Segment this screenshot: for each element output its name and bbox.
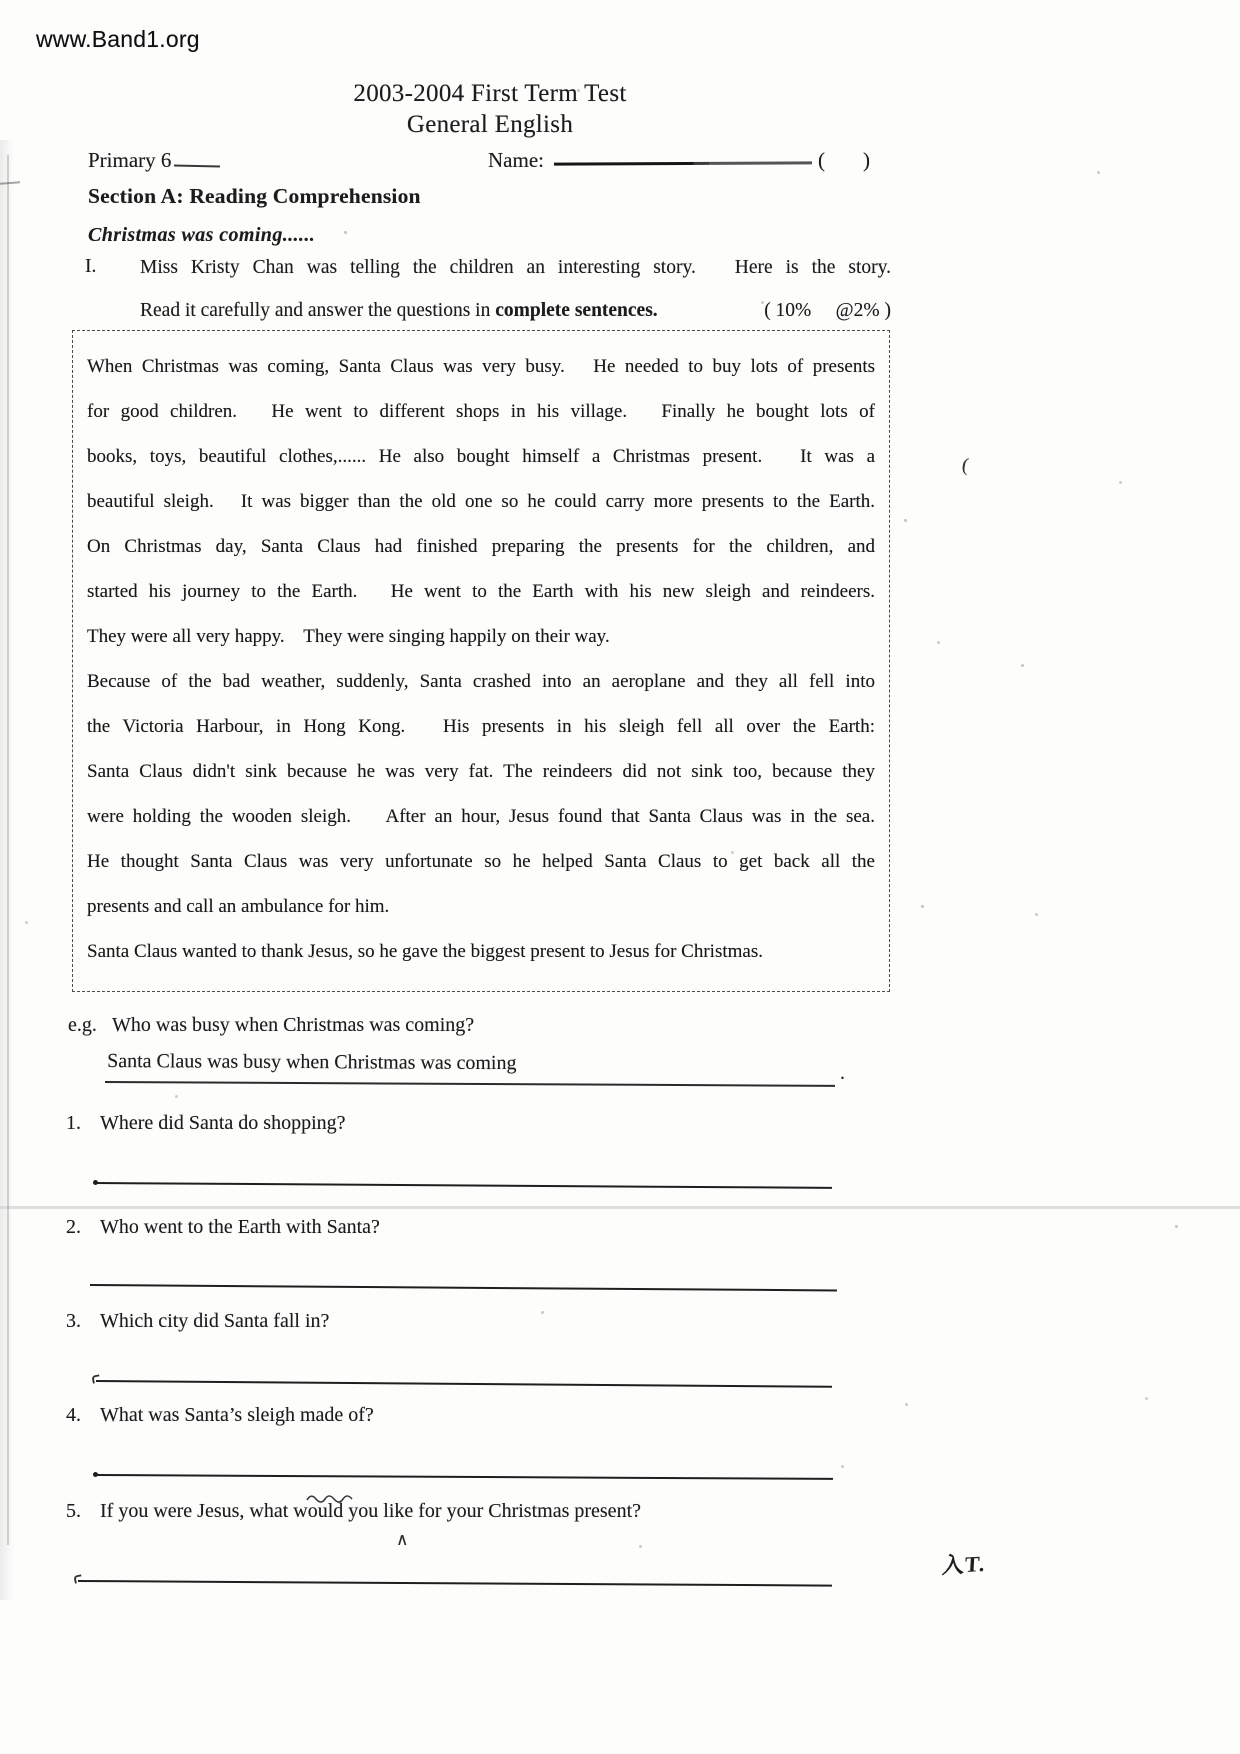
story-line: the Victoria Harbour, in Hong Kong. His presents in his sleigh fell all over the Earth:	[87, 716, 875, 737]
story-line: On Christmas day, Santa Claus had finished preparing the presents for the children, and	[87, 536, 875, 557]
example-answer-underlined: Santa Claus was busy when Christmas was coming	[105, 1050, 835, 1087]
question-3-text: Which city did Santa fall in?	[100, 1310, 330, 1332]
instruction-line2-bold: complete sentences.	[495, 300, 658, 321]
story-line: books, toys, beautiful clothes,...... He also bought himself a Christmas present. It was a	[87, 446, 875, 467]
question-5-text: If you were Jesus, what would you like for your Christmas present?	[100, 1500, 641, 1522]
example-question	[68, 1014, 474, 1037]
caret-pen-mark: ∧	[396, 1530, 409, 1549]
story-line: He thought Santa Claus was very unfortunate so he helped Santa Claus to get back all the	[87, 851, 875, 872]
story-line: presents and call an ambulance for him.	[87, 896, 390, 917]
answer-line-1	[95, 1182, 832, 1189]
stray-pen-mark: (	[960, 454, 970, 477]
story-line: Santa Claus didn't sink because he was very fat. The reindeers did not sink too, because they	[87, 761, 875, 782]
question-4-number: 4.	[66, 1404, 81, 1426]
example-question-text: Who was busy when Christmas was coming?	[112, 1014, 475, 1036]
answer-line-3	[96, 1380, 832, 1388]
story-line: Because of the bad weather, suddenly, Santa crashed into an aeroplane and they all fell into	[87, 671, 875, 692]
story-line: They were all very happy. They were singing happily on their way.	[87, 626, 610, 647]
question-1-number: 1.	[66, 1112, 81, 1134]
instruction-block	[85, 256, 891, 323]
name-blank-line	[554, 161, 812, 165]
scan-edge-dash-artifact	[0, 181, 20, 184]
instruction-line2-text: Read it carefully and answer the questions in	[140, 300, 496, 321]
instruction-number: I.	[85, 256, 97, 277]
story-line: beautiful sleigh. It was bigger than the old one so he could carry more presents to the Earth.	[87, 491, 875, 512]
test-title: 2003-2004 First Term Test	[353, 80, 627, 107]
marks-paren-close: )	[862, 148, 870, 172]
example-answer-period: .	[840, 1062, 845, 1084]
class-label: Primary 6	[88, 148, 172, 172]
instruction-line2	[140, 299, 891, 323]
instruction-marks: ( 10% @2% )	[764, 300, 891, 321]
question-4	[66, 1404, 374, 1427]
scan-speckles	[0, 0, 1, 1]
story-line: When Christmas was coming, Santa Claus was very busy. He needed to buy lots of presents	[87, 356, 875, 377]
story-line: Santa Claus wanted to thank Jesus, so he gave the biggest present to Jesus for Christmas.	[87, 941, 763, 962]
answer-line-2	[90, 1284, 837, 1291]
question-2	[66, 1216, 380, 1239]
name-label: Name:	[488, 148, 544, 172]
question-2-text: Who went to the Earth with Santa?	[100, 1216, 380, 1238]
question-4-text: What was Santa’s sleigh made of?	[100, 1404, 374, 1426]
class-field	[88, 148, 220, 173]
title-block	[0, 78, 980, 140]
subject-title: General English	[406, 111, 574, 138]
instruction-line1: Miss Kristy Chan was telling the children an interesting story. Here is the story.	[140, 257, 891, 278]
scan-band-artifact	[0, 1206, 1240, 1209]
story-passage-box	[72, 330, 890, 992]
story-line: started his journey to the Earth. He went to the Earth with his new sleigh and reindeers.	[87, 581, 875, 602]
class-blank-line	[174, 165, 220, 168]
instruction-text	[140, 256, 891, 323]
example-label: e.g.	[68, 1014, 97, 1036]
name-field	[488, 148, 870, 173]
watermark-url: www.Band1.org	[36, 26, 200, 52]
passage-title: Christmas was coming......	[88, 224, 316, 246]
section-heading: Section A: Reading Comprehension	[88, 184, 421, 208]
story-line: were holding the wooden sleigh. After an hour, Jesus found that Santa Claus was in the sea.	[87, 806, 875, 827]
answer-line-5	[78, 1580, 832, 1587]
scribble-mark	[306, 1491, 358, 1509]
handwritten-mark: 入T.	[941, 1550, 987, 1579]
story-line: for good children. He went to different shops in his village. Finally he bought lots of	[87, 401, 875, 422]
scan-edge-artifact	[7, 155, 9, 1545]
marks-paren-open: (	[817, 148, 825, 172]
answer-line-4	[95, 1474, 833, 1480]
question-3-number: 3.	[66, 1310, 81, 1332]
question-1-text: Where did Santa do shopping?	[100, 1112, 346, 1134]
question-1	[66, 1112, 346, 1135]
meta-row	[0, 148, 1240, 182]
question-5-number: 5.	[66, 1500, 81, 1522]
question-2-number: 2.	[66, 1216, 81, 1238]
question-3	[66, 1310, 329, 1333]
